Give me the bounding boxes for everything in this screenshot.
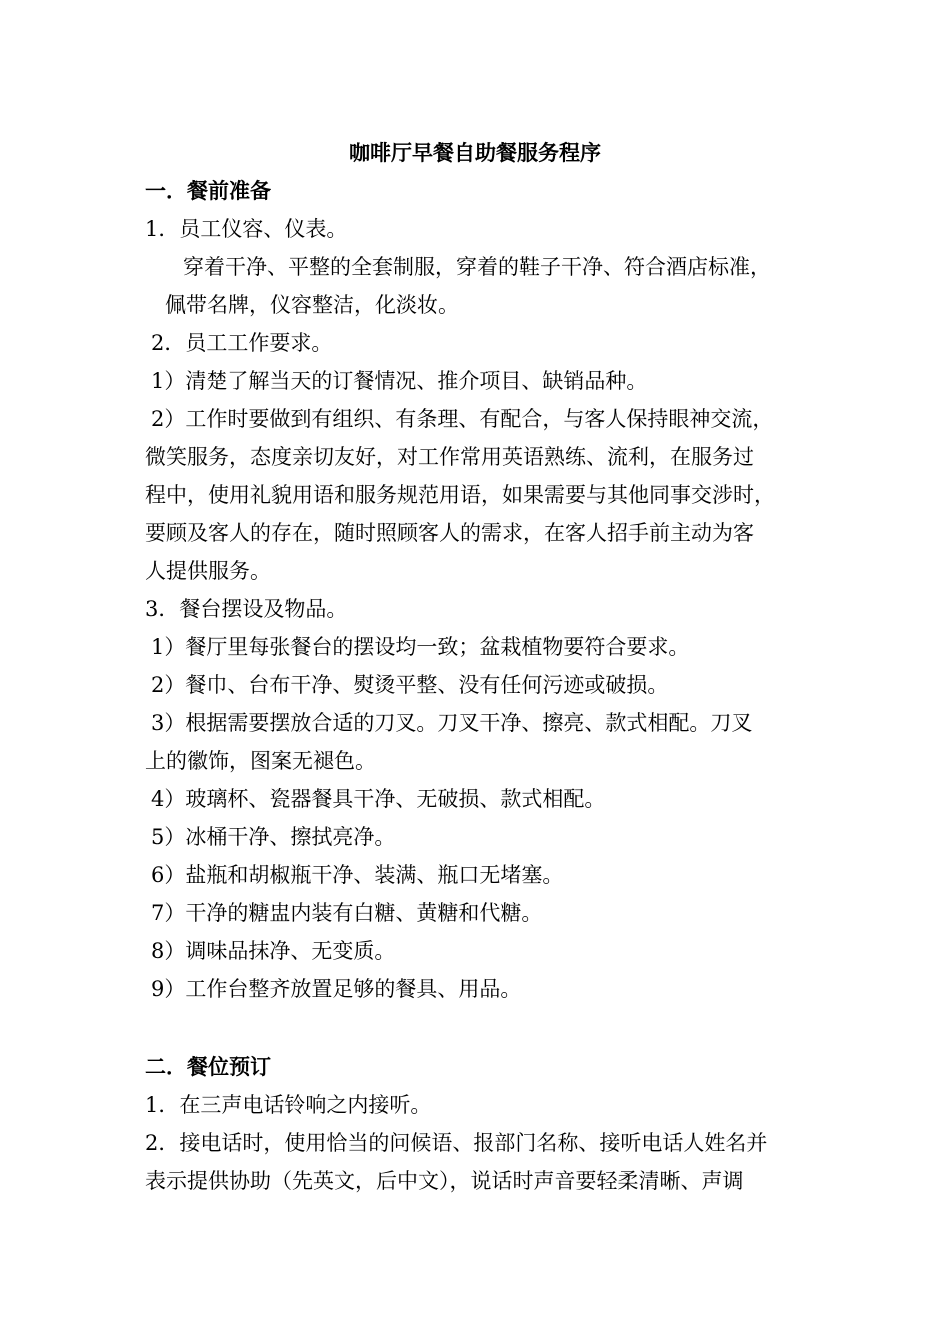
paragraph-line: 佩带名牌，仪容整洁，化淡妆。 [165, 293, 459, 317]
paragraph-line: 人提供服务。 [145, 559, 271, 583]
paragraph-line: 程中，使用礼貌用语和服务规范用语，如果需要与其他同事交涉时， [145, 483, 775, 507]
paragraph-line: 微笑服务，态度亲切友好，对工作常用英语熟练、流利，在服务过 [145, 445, 754, 469]
paragraph-line: 4）玻璃杯、瓷器餐具干净、无破损、款式相配。 [151, 787, 606, 811]
paragraph-line: 2）工作时要做到有组织、有条理、有配合，与客人保持眼神交流， [151, 407, 774, 431]
paragraph-line: 2．接电话时，使用恰当的问候语、报部门名称、接听电话人姓名并 [145, 1131, 768, 1155]
paragraph-line: 7）干净的糖盅内装有白糖、黄糖和代糖。 [151, 901, 543, 925]
paragraph-line: 表示提供协助（先英文，后中文），说话时声音要轻柔清晰、声调 [145, 1169, 744, 1193]
paragraph-line: 上的徽饰，图案无褪色。 [145, 749, 376, 773]
paragraph-line: 穿着干净、平整的全套制服，穿着的鞋子干净、符合酒店标准， [183, 255, 771, 279]
paragraph-line: 2）餐巾、台布干净、熨烫平整、没有任何污迹或破损。 [151, 673, 669, 697]
paragraph-line: 2．员工工作要求。 [151, 331, 333, 355]
paragraph-line: 9）工作台整齐放置足够的餐具、用品。 [151, 977, 522, 1001]
paragraph-line: 3）根据需要摆放合适的刀叉。刀叉干净、擦亮、款式相配。刀叉 [151, 711, 753, 735]
paragraph-line: 6）盐瓶和胡椒瓶干净、装满、瓶口无堵塞。 [151, 863, 564, 887]
document-title: 咖啡厅早餐自助餐服务程序 [349, 141, 601, 165]
paragraph-line: 1）餐厅里每张餐台的摆设均一致；盆栽植物要符合要求。 [151, 635, 690, 659]
paragraph-line: 1．在三声电话铃响之内接听。 [145, 1093, 432, 1117]
paragraph-line: 5）冰桶干净、擦拭亮净。 [151, 825, 396, 849]
paragraph-line: 1）清楚了解当天的订餐情况、推介项目、缺销品种。 [151, 369, 648, 393]
section-heading-2: 二．餐位预订 [145, 1055, 271, 1079]
section-heading-1: 一．餐前准备 [145, 179, 271, 203]
paragraph-line: 8）调味品抹净、无变质。 [151, 939, 396, 963]
paragraph-line: 3．餐台摆设及物品。 [145, 597, 348, 621]
paragraph-line: 1．员工仪容、仪表。 [145, 217, 348, 241]
paragraph-line: 要顾及客人的存在，随时照顾客人的需求，在客人招手前主动为客 [145, 521, 754, 545]
